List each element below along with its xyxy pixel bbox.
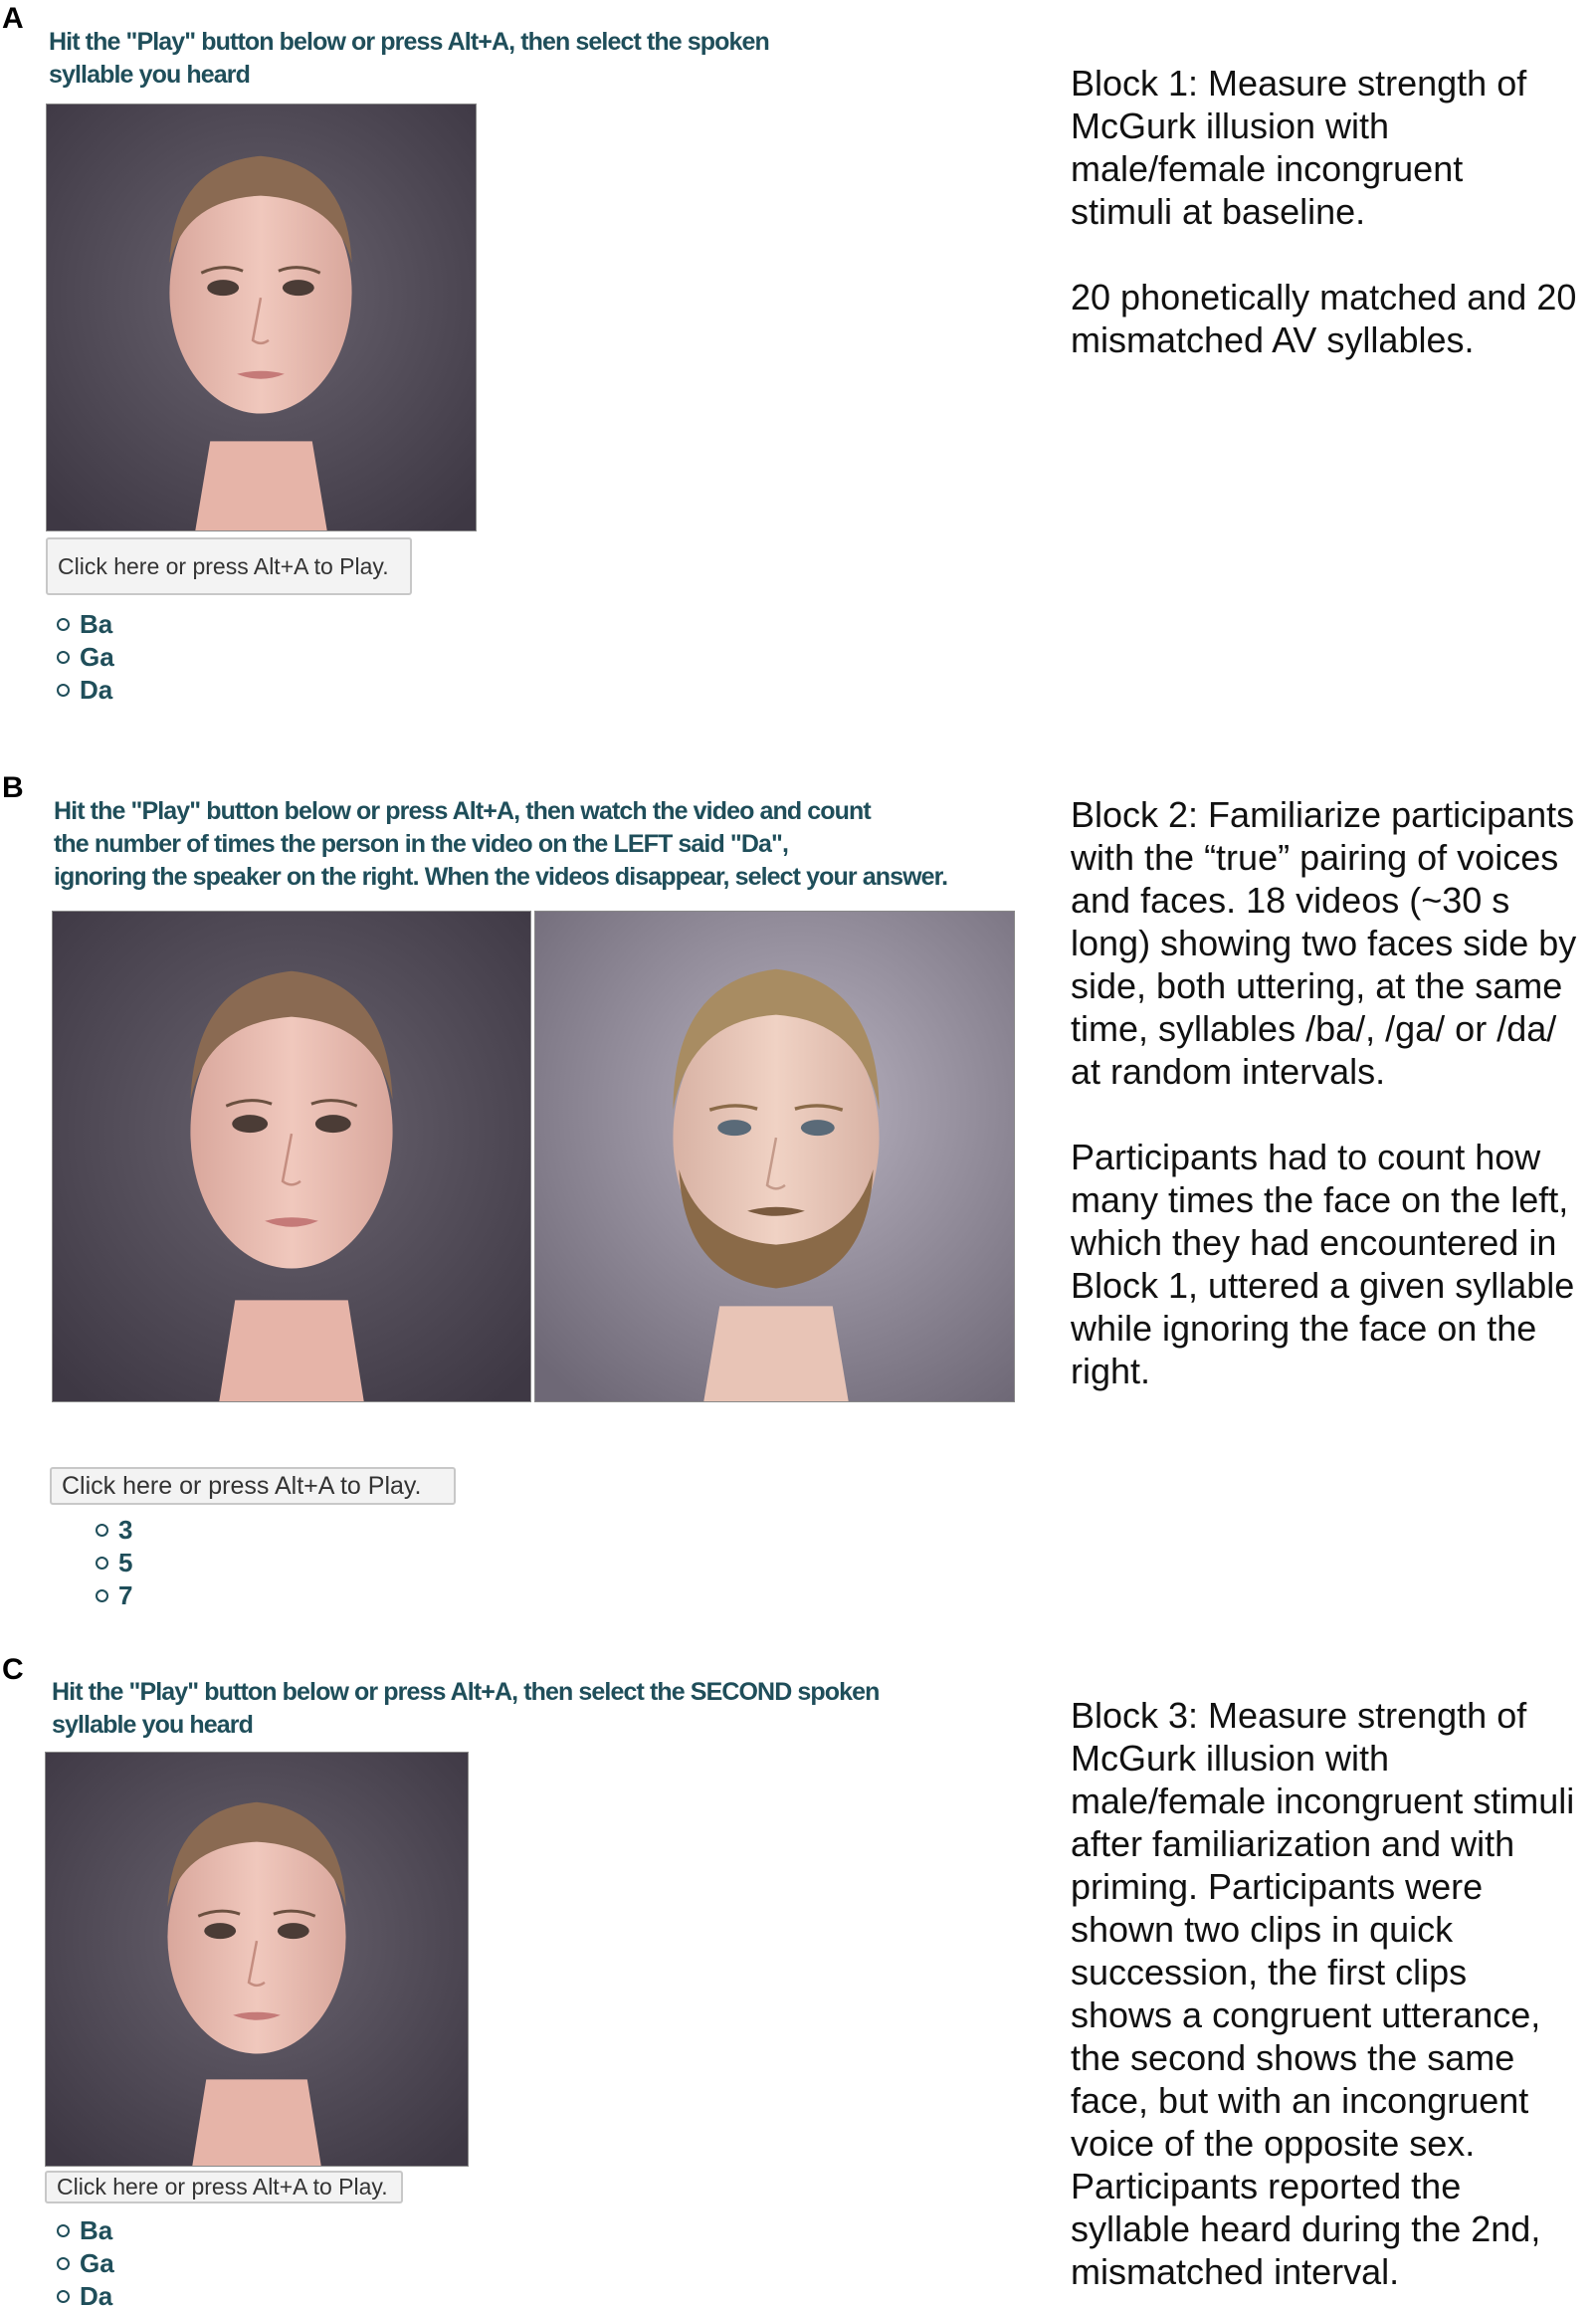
radio-icon[interactable]	[96, 1557, 108, 1570]
block-1-description	[1071, 62, 1588, 361]
option-ga[interactable]	[55, 2247, 114, 2280]
syllable-options-c	[55, 2214, 114, 2306]
option-da[interactable]	[55, 674, 114, 707]
instruction-a	[49, 26, 769, 92]
option-ga[interactable]	[55, 641, 114, 674]
radio-icon[interactable]	[57, 651, 70, 664]
radio-icon[interactable]	[57, 684, 70, 697]
instruction-line: Hit the "Play" button below or press Alt+A, then select the spoken	[49, 28, 769, 56]
instruction-c	[52, 1676, 880, 1742]
radio-icon[interactable]	[57, 2257, 70, 2270]
description-paragraph: Block 1: Measure strength of McGurk illusion with male/female incongruent stimuli at baseline.	[1071, 63, 1527, 232]
instruction-line: the number of times the person in the video on the LEFT said "Da",	[54, 830, 789, 858]
play-button-b[interactable]: Click here or press Alt+A to Play.	[50, 1467, 456, 1505]
description-paragraph: 20 phonetically matched and 20 mismatched AV syllables.	[1071, 277, 1577, 360]
option-ba[interactable]	[55, 608, 114, 641]
option-5[interactable]	[94, 1547, 132, 1579]
option-3[interactable]	[94, 1514, 132, 1547]
panel-letter-a: A	[2, 2, 24, 35]
option-da[interactable]	[55, 2280, 114, 2306]
instruction-line: syllable you heard	[52, 1711, 253, 1739]
radio-icon[interactable]	[96, 1524, 108, 1537]
play-button-a[interactable]: Click here or press Alt+A to Play.	[46, 537, 412, 595]
radio-icon[interactable]	[57, 2224, 70, 2237]
option-label: Ga	[80, 642, 114, 672]
option-label: Ba	[80, 2215, 113, 2245]
count-options-b	[94, 1514, 132, 1612]
radio-icon[interactable]	[96, 1589, 108, 1602]
option-label: 5	[118, 1548, 133, 1577]
description-paragraph: Block 2: Familiarize participants with the “true” pairing of voices and faces. 18 videos (~30 s long) showing two faces side by side, both uttering, at the same time, syllables /ba/, /ga/ or /da/ at random intervals.	[1071, 794, 1577, 1092]
option-label: Da	[80, 2281, 113, 2306]
syllable-options-a	[55, 608, 114, 707]
instruction-line: Hit the "Play" button below or press Alt+A, then select the SECOND spoken	[52, 1678, 880, 1706]
option-label: 7	[118, 1580, 133, 1610]
video-right-male-face[interactable]	[534, 911, 1015, 1402]
instruction-b	[54, 795, 947, 894]
video-female-face-c[interactable]	[45, 1752, 469, 2167]
panel-letter-c: C	[2, 1653, 24, 1686]
option-label: Da	[80, 675, 113, 705]
block-3-description	[1071, 1694, 1593, 2293]
description-paragraph: Participants had to count how many times the face on the left, which they had encountered in Block 1, uttered a given syllable while ignoring the face on the right.	[1071, 1137, 1575, 1391]
option-label: 3	[118, 1515, 133, 1545]
instruction-line: Hit the "Play" button below or press Alt+A, then watch the video and count	[54, 797, 871, 825]
option-ba[interactable]	[55, 2214, 114, 2247]
option-7[interactable]	[94, 1579, 132, 1612]
panel-letter-b: B	[2, 771, 24, 804]
video-left-female-face[interactable]	[52, 911, 531, 1402]
option-label: Ga	[80, 2248, 114, 2278]
option-label: Ba	[80, 609, 113, 639]
instruction-line: ignoring the speaker on the right. When the videos disappear, select your answer.	[54, 863, 948, 891]
play-button-c[interactable]: Click here or press Alt+A to Play.	[45, 2171, 403, 2203]
radio-icon[interactable]	[57, 2290, 70, 2303]
description-paragraph: Block 3: Measure strength of McGurk illusion with male/female incongruent stimuli after familiarization and with priming. Participants were shown two clips in quick succession, the first clips shows a congruent utterance, the second shows the same face, but with an incongruent voice of the opposite sex. Participants reported the syllable heard during the 2nd, mismatched interval.	[1071, 1695, 1575, 2292]
instruction-line: syllable you heard	[49, 61, 250, 89]
block-2-description	[1071, 793, 1593, 1392]
video-female-face[interactable]	[46, 104, 477, 531]
radio-icon[interactable]	[57, 618, 70, 631]
